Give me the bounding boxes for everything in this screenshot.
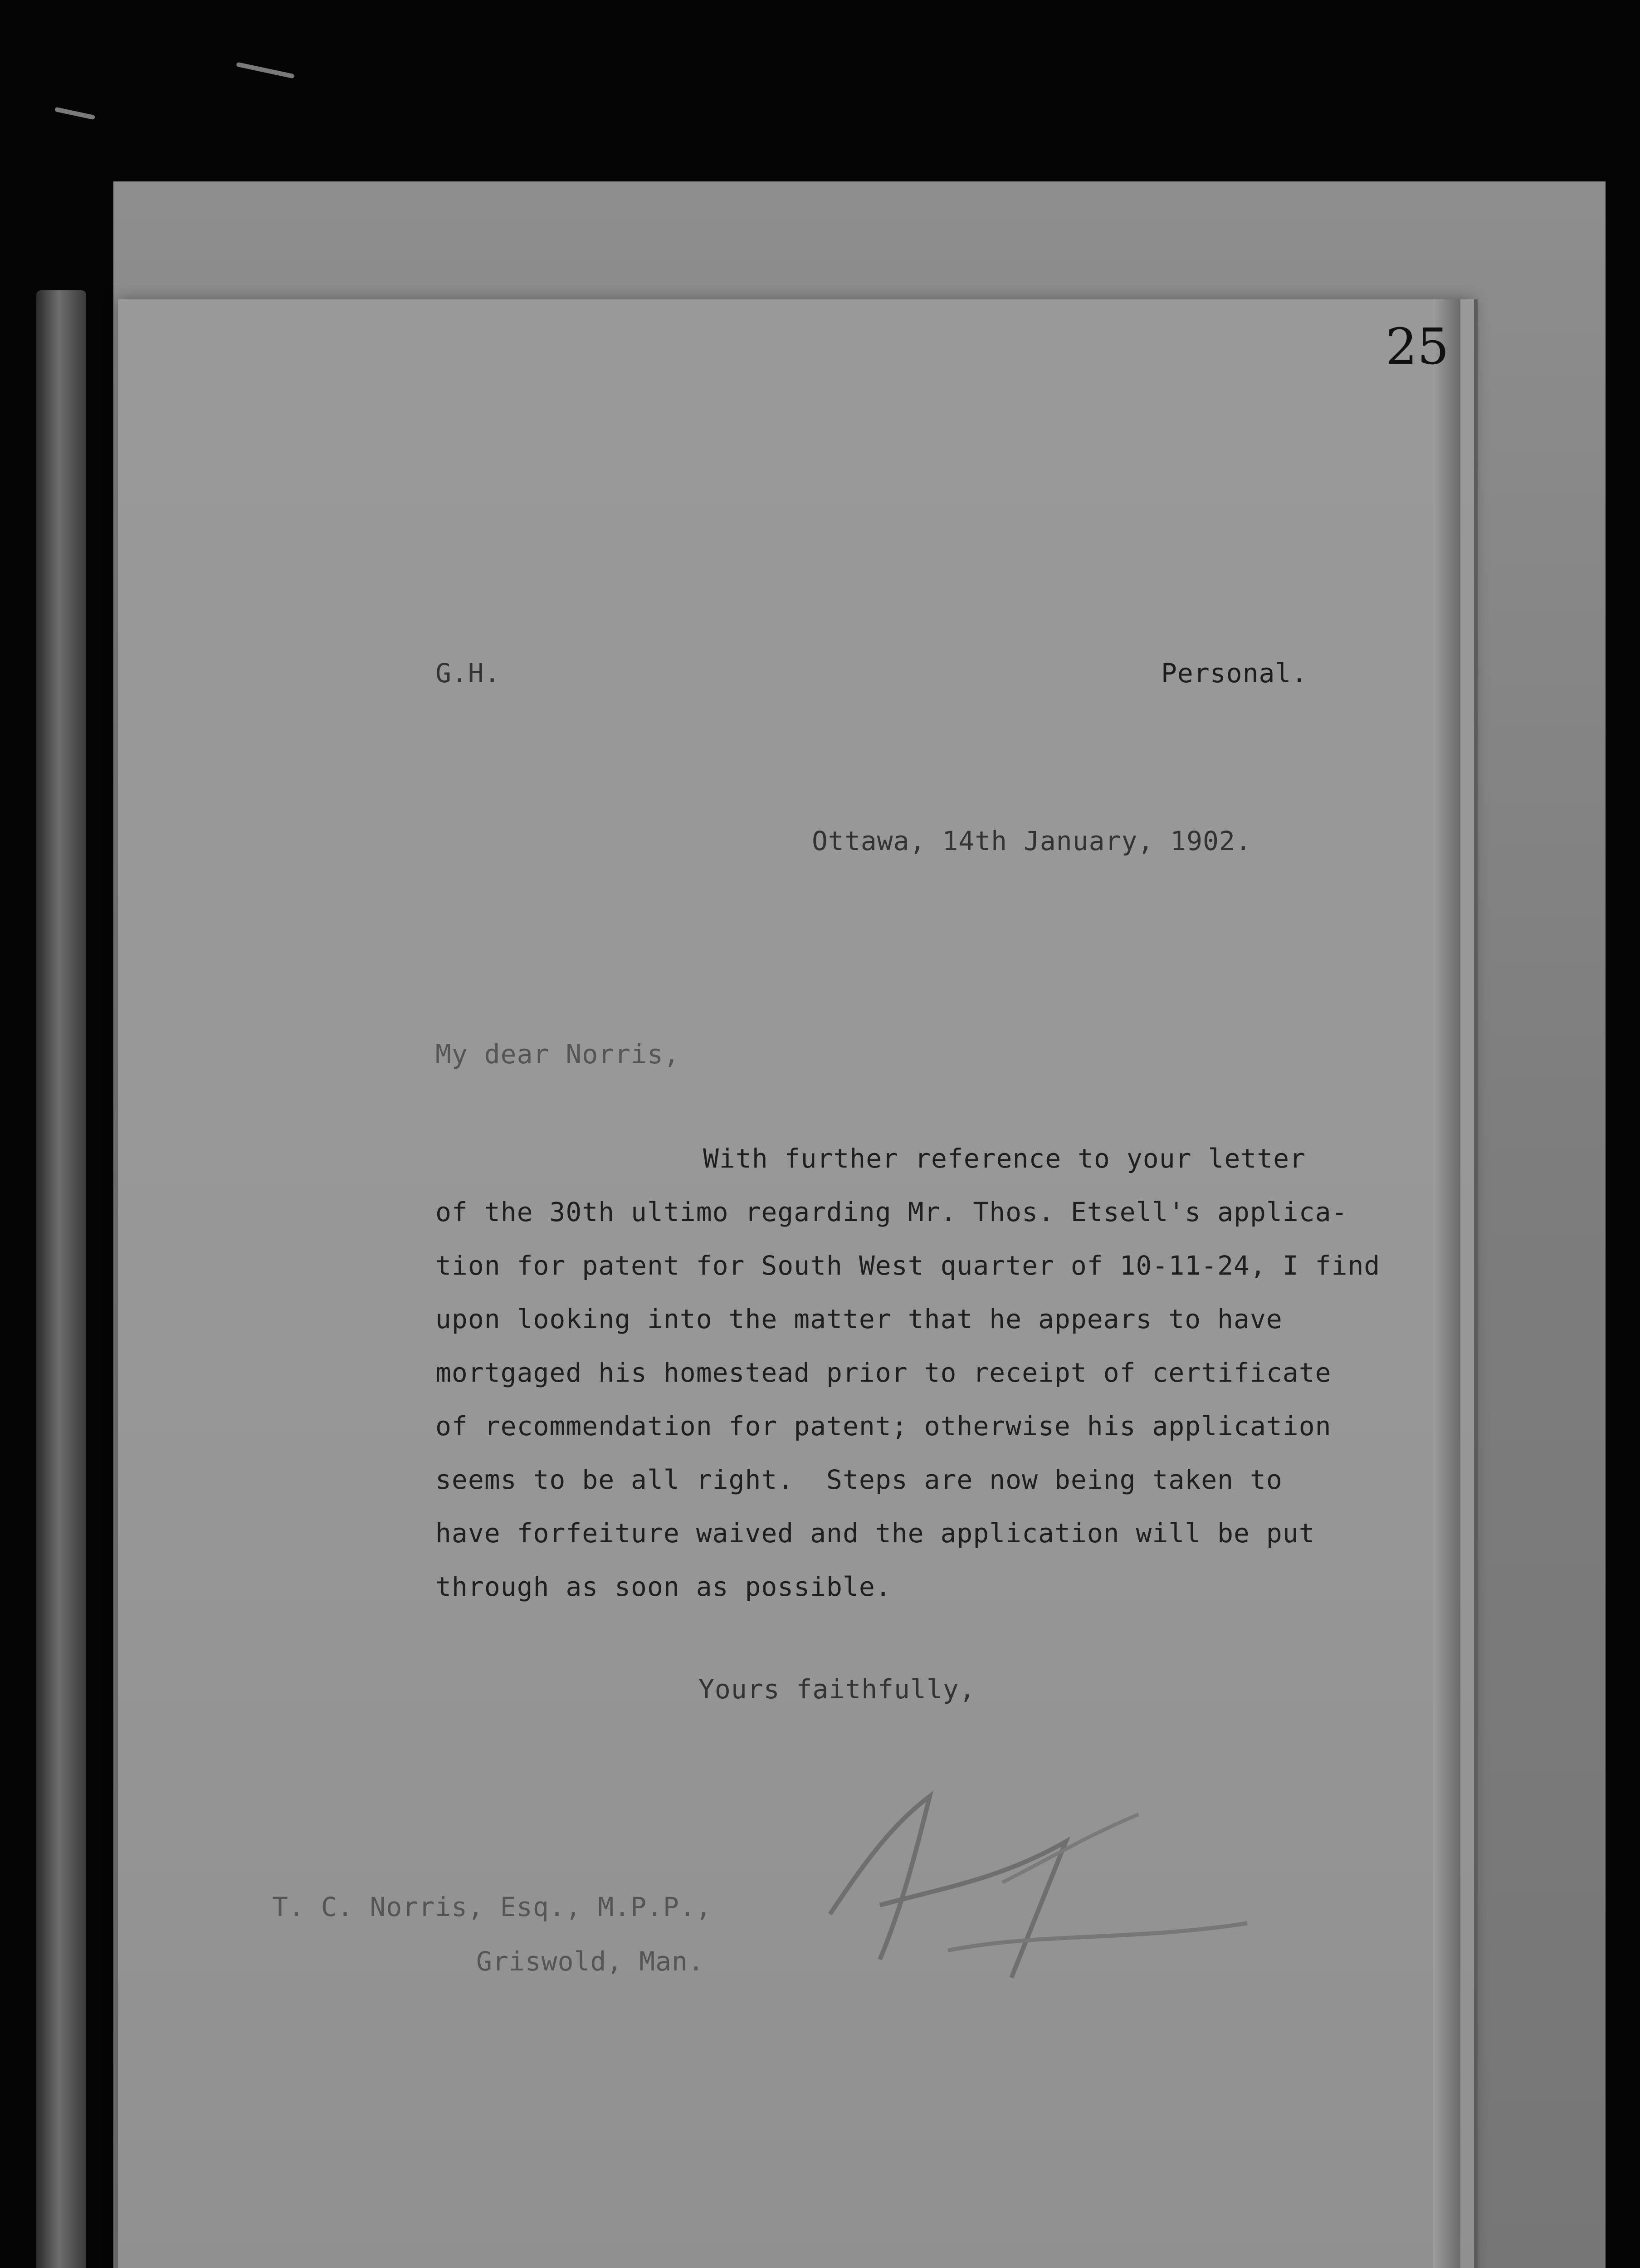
binding-strip — [36, 290, 86, 2268]
body-line: through as soon as possible. — [435, 1571, 892, 1602]
personal-marking: Personal. — [1161, 658, 1308, 689]
body-line: of the 30th ultimo regarding Mr. Thos. Etsell's applica- — [435, 1197, 1348, 1227]
page-number: 25 — [1386, 318, 1449, 376]
date-line: Ottawa, 14th January, 1902. — [812, 826, 1252, 856]
body-line: have forfeiture waived and the application will be put — [435, 1518, 1315, 1549]
closing: Yours faithfully, — [698, 1674, 976, 1705]
header-initials: G.H. — [435, 658, 501, 689]
body-line: seems to be all right. Steps are now being taken to — [435, 1464, 1283, 1495]
page-edge — [1433, 299, 1460, 2268]
salutation: My dear Norris, — [435, 1039, 680, 1070]
recipient-name: T. C. Norris, Esq., M.P.P., — [272, 1892, 712, 1922]
body-line: tion for patent for South West quarter of 10-11-24, I find — [435, 1250, 1381, 1281]
body-line: mortgaged his homestead prior to receipt of certificate — [435, 1357, 1332, 1388]
body-line: With further reference to your letter — [703, 1143, 1306, 1174]
body-line: of recommendation for patent; otherwise his application — [435, 1411, 1332, 1442]
recipient-place: Griswold, Man. — [476, 1946, 704, 1977]
signature-scrawl — [812, 1769, 1401, 1996]
body-line: upon looking into the matter that he appears to have — [435, 1304, 1283, 1334]
